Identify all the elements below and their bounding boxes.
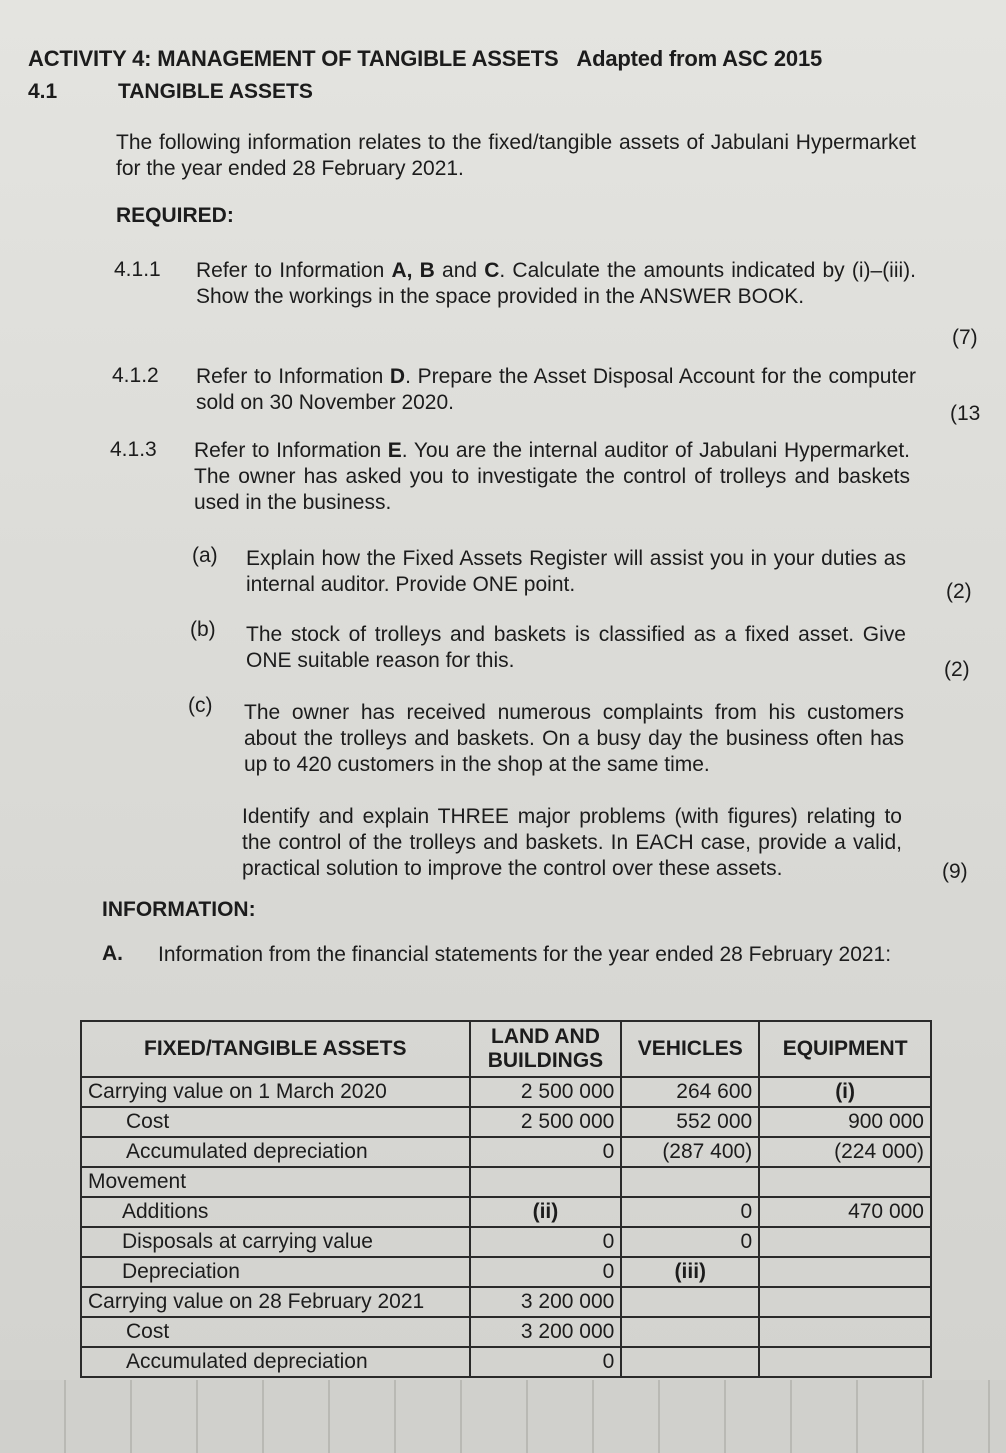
intro-paragraph: The following information relates to the fixed/tangible assets of Jabulani Hypermarket for the year ended 28 February 2021.: [116, 131, 916, 180]
cell-vehicles: 0: [621, 1227, 759, 1257]
question-marks: (7): [952, 326, 978, 349]
cell-equipment: [759, 1287, 931, 1317]
table-header: FIXED/TANGIBLE ASSETS: [81, 1021, 470, 1077]
table-row: [81, 1347, 931, 1377]
info-a-label: A.: [102, 942, 123, 965]
row-label: Additions: [81, 1197, 470, 1227]
required-heading: REQUIRED:: [116, 204, 234, 227]
cell-land: 0: [470, 1257, 622, 1287]
table-row: [81, 1257, 931, 1287]
cell-vehicles: 264 600: [621, 1077, 759, 1107]
subquestion-marks: (2): [946, 580, 972, 603]
cell-land: (ii): [470, 1197, 622, 1227]
question-marks: (13: [950, 402, 981, 425]
adapted-from: Adapted from ASC 2015: [576, 46, 823, 71]
cell-vehicles: (iii): [621, 1257, 759, 1287]
row-label: Disposals at carrying value: [81, 1227, 470, 1257]
question-text: Refer to Information A, B and C. Calculate the amounts indicated by (i)–(iii). Show the workings in the space provided in the ANSWER BOOK.: [196, 259, 917, 308]
info-a-text: Information from the financial statements for the year ended 28 February 2021:: [158, 943, 892, 966]
row-label: Accumulated depreciation: [81, 1347, 470, 1377]
cell-equipment: (i): [759, 1077, 931, 1107]
background-grid: [0, 1380, 1006, 1453]
cell-vehicles: 0: [621, 1197, 759, 1227]
subquestion-marks: (9): [942, 860, 968, 883]
table-row: [81, 1197, 931, 1227]
table-row: [81, 1137, 931, 1167]
row-label: Movement: [81, 1167, 470, 1197]
assets-table: [80, 1020, 932, 1378]
table-row: [81, 1077, 931, 1107]
cell-land: 3 200 000: [470, 1317, 622, 1347]
table-header: LAND AND BUILDINGS: [470, 1021, 622, 1077]
question-number: 4.1.1: [114, 258, 161, 281]
cell-equipment: 470 000: [759, 1197, 931, 1227]
cell-equipment: [759, 1227, 931, 1257]
table-header: EQUIPMENT: [759, 1021, 931, 1077]
cell-equipment: (224 000): [759, 1137, 931, 1167]
table-row: [81, 1317, 931, 1347]
cell-land: 3 200 000: [470, 1287, 622, 1317]
table-header: VEHICLES: [621, 1021, 759, 1077]
cell-land: 0: [470, 1347, 622, 1377]
cell-equipment: [759, 1167, 931, 1197]
subquestion-text: The stock of trolleys and baskets is classified as a fixed asset. Give ONE suitable reason for this.: [246, 623, 906, 672]
information-heading: INFORMATION:: [102, 898, 256, 921]
cell-vehicles: [621, 1347, 759, 1377]
row-label: Cost: [81, 1107, 470, 1137]
row-label: Cost: [81, 1317, 470, 1347]
row-label: Carrying value on 28 February 2021: [81, 1287, 470, 1317]
cell-equipment: [759, 1347, 931, 1377]
table-row: [81, 1167, 931, 1197]
cell-land: 0: [470, 1137, 622, 1167]
subquestion-label: (a): [192, 544, 218, 567]
cell-vehicles: [621, 1317, 759, 1347]
cell-land: [470, 1167, 622, 1197]
table-row: [81, 1287, 931, 1317]
cell-vehicles: (287 400): [621, 1137, 759, 1167]
subquestion-marks: (2): [944, 658, 970, 681]
cell-vehicles: [621, 1167, 759, 1197]
cell-equipment: [759, 1257, 931, 1287]
table-header-row: [81, 1021, 931, 1077]
cell-land: 2 500 000: [470, 1107, 622, 1137]
row-label: Accumulated depreciation: [81, 1137, 470, 1167]
cell-land: 2 500 000: [470, 1077, 622, 1107]
subquestion-text: The owner has received numerous complaints from his customers about the trolleys and baskets. On a busy day the business often has up to 420 customers in the shop at the same time.: [244, 701, 904, 776]
activity-title: ACTIVITY 4: MANAGEMENT OF TANGIBLE ASSETS Adapted from ASC 2015: [28, 46, 823, 71]
cell-equipment: 900 000: [759, 1107, 931, 1137]
question-number: 4.1.3: [110, 438, 157, 461]
table-row: [81, 1107, 931, 1137]
cell-vehicles: 552 000: [621, 1107, 759, 1137]
row-label: Carrying value on 1 March 2020: [81, 1077, 470, 1107]
question-text: Refer to Information E. You are the internal auditor of Jabulani Hypermarket. The owner has asked you to investigate the control of trolleys and baskets used in the business.: [194, 439, 910, 514]
question-text: Refer to Information D. Prepare the Asset Disposal Account for the computer sold on 30 November 2020.: [196, 365, 916, 414]
cell-equipment: [759, 1317, 931, 1347]
section-title: TANGIBLE ASSETS: [118, 80, 313, 103]
cell-vehicles: [621, 1287, 759, 1317]
table-row: [81, 1227, 931, 1257]
subquestion-label: (b): [190, 618, 216, 641]
subquestion-text-2: Identify and explain THREE major problems (with figures) relating to the control of the trolleys and baskets. In EACH case, provide a valid, practical solution to improve the control over these assets.: [242, 805, 902, 880]
question-number: 4.1.2: [112, 364, 159, 387]
section-number: 4.1: [28, 80, 58, 103]
subquestion-label: (c): [188, 694, 213, 717]
subquestion-text: Explain how the Fixed Assets Register will assist you in your duties as internal auditor. Provide ONE point.: [246, 547, 906, 596]
row-label: Depreciation: [81, 1257, 470, 1287]
cell-land: 0: [470, 1227, 622, 1257]
